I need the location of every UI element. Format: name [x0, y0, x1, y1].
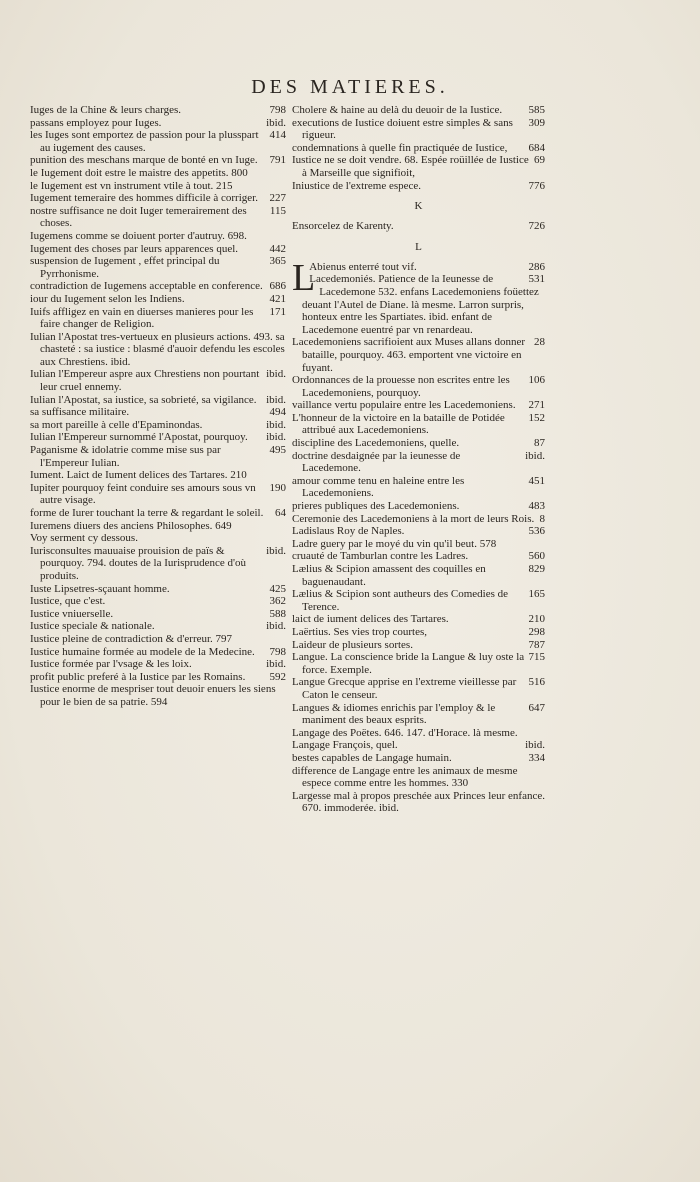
entry-text: Paganisme & idolatrie comme mise sus par l'Empereur Iulian. — [30, 444, 221, 469]
page-ref: 362 — [269, 595, 286, 608]
entry-text: profit public preferé à la Iustice par les Romains. — [30, 670, 246, 683]
index-entry — [30, 167, 286, 180]
entry-text: Iustice, que c'est. — [30, 595, 106, 608]
page-ref: 495 — [269, 444, 286, 457]
entry-text: Langage des Poëtes. 646. 147. d'Horace. là mesme. — [292, 726, 518, 739]
page-ref: 152 — [528, 411, 545, 424]
entry-text: nostre suffisance ne doit Iuger temerairement des choses. — [30, 204, 247, 230]
entry-text: Iugement temeraire des hommes difficile à corriger. — [30, 192, 258, 205]
entry-text: Iulian l'Empereur surnommé l'Apostat, pourquoy. — [30, 431, 248, 444]
entry-text: Largesse mal à propos preschée aux Princes leur enfance. 670. immoderée. ibid. — [292, 789, 545, 815]
entry-text: Ceremonie des Lacedemoniens à la mort de leurs Rois. — [292, 512, 535, 525]
entry-text: le Iugement est vn instrument vtile à tout. 215 — [30, 179, 233, 192]
entry-text: Iulian l'Apostat tres-vertueux en plusieurs actions. 493. sa chasteté : sa iustice : blasmé d'auoir defendu les escoles aux Chrestiens. ibid. — [30, 330, 285, 368]
page-ref: 298 — [528, 625, 545, 638]
entry-text: cruauté de Tamburlan contre les Ladres. — [292, 550, 469, 563]
index-entry — [30, 230, 286, 243]
entry-text: sa suffisance militaire. — [30, 406, 130, 419]
index-entry — [292, 273, 545, 336]
page-ref: 64 — [275, 507, 286, 519]
entry-text: Lælius & Scipion amassent des coquilles en baguenaudant. — [292, 563, 486, 588]
index-entry — [30, 545, 286, 583]
index-entry — [292, 336, 545, 374]
entry-text: Iustice speciale & nationale. — [30, 620, 155, 633]
page-ref: ibid. — [266, 431, 286, 444]
page-ref: ibid. — [266, 620, 286, 633]
page-ref: 365 — [269, 255, 286, 268]
page-ref: 271 — [528, 399, 545, 412]
entry-text: discipline des Lacedemoniens, quelle. — [292, 437, 460, 450]
index-entry — [30, 633, 286, 646]
page-ref: 106 — [528, 374, 545, 387]
page-ref: 115 — [269, 204, 286, 217]
entry-text: iour du Iugement selon les Indiens. — [30, 292, 185, 305]
entry-text: amour comme tenu en haleine entre les Lacedemoniens. — [292, 474, 465, 500]
page-ref: 210 — [528, 613, 545, 626]
index-entry — [292, 374, 545, 399]
entry-text: Voy serment cy dessous. — [30, 532, 138, 545]
index-entry — [292, 450, 545, 475]
page-ref: 684 — [528, 141, 545, 154]
index-entry — [30, 507, 286, 520]
index-entry — [30, 205, 286, 230]
page-ref: ibid. — [525, 449, 545, 462]
page-ref: ibid. — [525, 739, 545, 752]
entry-text: Iuremens diuers des anciens Philosophes. 649 — [30, 519, 232, 532]
index-entry — [30, 180, 286, 193]
index-entry — [292, 752, 545, 765]
page-ref: 585 — [528, 104, 545, 116]
entry-text: Abienus enterré tout vif. — [309, 260, 417, 273]
entry-text: contradiction de Iugemens acceptable en conference. — [30, 280, 263, 293]
entry-text: laict de iument delices des Tartares. — [292, 613, 449, 626]
page-ref: 451 — [528, 474, 545, 487]
index-entry — [30, 482, 286, 507]
page-ref: 334 — [528, 751, 545, 764]
index-entry — [292, 475, 545, 500]
page-ref: 798 — [269, 645, 286, 658]
page-ref: 87 — [534, 437, 545, 450]
page-ref: 686 — [269, 280, 286, 293]
page-ref: 286 — [528, 260, 545, 273]
index-column-right — [292, 104, 545, 815]
page-ref: 516 — [528, 676, 545, 689]
index-entry — [30, 646, 286, 659]
page-ref: 647 — [528, 701, 545, 714]
entry-text: Iustice enorme de mespriser tout deuoir enuers les siens pour le bien de sa patrie. 594 — [30, 683, 276, 708]
index-entry — [292, 142, 545, 155]
entry-text: executions de Iustice doiuent estre simples & sans rigueur. — [292, 116, 513, 142]
page-ref: 227 — [269, 192, 286, 205]
index-entry — [30, 243, 286, 256]
index-entry — [30, 331, 286, 369]
entry-text: Iustice ne se doit vendre. 68. Espée roüillée de Iustice à Marseille que signifioit, — [292, 154, 529, 179]
index-entry — [30, 117, 286, 130]
index-entry — [292, 154, 545, 179]
index-entry — [30, 255, 286, 280]
page-ref: 592 — [269, 670, 286, 683]
page-ref: 791 — [269, 154, 286, 167]
entry-text: Lacedemoniés. Patience de la Ieunesse de Lacedemone 532. enfans Lacedemoniens foüettez deuant l'Autel de Diane. là mesme. Larron surpris, honteux entre les Spartiates. ibid. enfant de Lacedemone euentré par vn renardeau. — [302, 273, 539, 336]
index-entry — [30, 520, 286, 533]
entry-text: Iustice pleine de contradiction & d'erreur. 797 — [30, 632, 233, 645]
entry-text: condemnations à quelle fin practiquée de Iustice, — [292, 141, 508, 154]
page-ref: ibid. — [266, 418, 286, 431]
entry-text: les Iuges sont emportez de passion pour la plusspart au iugement des causes. — [30, 129, 259, 154]
entry-text: Lacedemoniens sacrifioient aux Muses allans donner bataille, pourquoy. 463. emportent vne victoire en fuyant. — [292, 336, 526, 374]
index-entry — [292, 790, 545, 815]
page-ref: 69 — [534, 154, 545, 167]
index-entry — [292, 639, 545, 652]
index-entry — [30, 658, 286, 671]
entry-text: Iurisconsultes mauuaise prouision de païs & pourquoy. 794. doutes de la Iurisprudence d'où produits. — [30, 544, 246, 582]
index-entry — [292, 220, 545, 233]
index-entry — [30, 129, 286, 154]
index-entry — [292, 613, 545, 626]
page-ref: 483 — [528, 500, 545, 513]
index-entry — [30, 595, 286, 608]
page-ref: 309 — [528, 116, 545, 129]
index-entry — [30, 431, 286, 444]
index-entry — [30, 104, 286, 117]
page-ref: ibid. — [266, 544, 286, 557]
entry-text: Cholere & haine au delà du deuoir de la Iustice. — [292, 104, 503, 116]
entry-text: L'honneur de la victoire en la bataille de Potidée attribué aux Lacedemoniens. — [292, 411, 505, 437]
entry-text: Iustice formée par l'vsage & les loix. — [30, 658, 192, 671]
entry-text: Lælius & Scipion sont autheurs des Comedies de Terence. — [292, 588, 509, 613]
index-entry — [292, 180, 545, 193]
entry-text: punition des meschans marque de bonté en vn Iuge. — [30, 154, 258, 167]
page-ref: 726 — [528, 220, 545, 233]
page-ref: 776 — [528, 179, 545, 192]
page-ref: 787 — [528, 638, 545, 651]
index-entry — [292, 412, 545, 437]
entry-text: Langue. La conscience bride la Langue & luy oste la force. Exemple. — [292, 651, 525, 676]
index-entry — [30, 444, 286, 469]
index-entry — [292, 765, 545, 790]
index-entry — [292, 538, 545, 551]
index-entry — [292, 739, 545, 752]
drop-cap: L — [292, 256, 316, 299]
index-entry — [30, 583, 286, 596]
page-ref: 829 — [528, 563, 545, 575]
page-ref: 798 — [269, 104, 286, 116]
entry-text: Iulian l'Apostat, sa iustice, sa sobrieté, sa vigilance. — [30, 393, 257, 406]
index-entry — [292, 676, 545, 701]
page-ref: ibid. — [266, 116, 286, 129]
index-entry — [292, 437, 545, 450]
entry-text: Iuste Lipsetres-sçauant homme. — [30, 582, 170, 595]
section-letter-l: L — [415, 240, 422, 253]
index-entry — [30, 406, 286, 419]
index-entry — [30, 683, 286, 708]
entry-text: le Iugement doit estre le maistre des appetits. 800 — [30, 166, 248, 179]
page-ref: 494 — [269, 406, 286, 419]
index-entry — [30, 469, 286, 482]
page-ref: 442 — [269, 242, 286, 255]
index-entry — [30, 532, 286, 545]
index-entry — [30, 608, 286, 621]
page-ref: ibid. — [266, 368, 286, 381]
index-entry — [30, 394, 286, 407]
page-ref: 421 — [269, 292, 286, 305]
entry-text: Iustice humaine formée au modele de la Medecine. — [30, 645, 255, 658]
index-entry — [292, 399, 545, 412]
index-entry — [30, 306, 286, 331]
page-ref: 414 — [269, 129, 286, 142]
entry-text: bestes capables de Langage humain. — [292, 751, 452, 764]
entry-text: Iugemens comme se doiuent porter d'autruy. 698. — [30, 229, 247, 242]
index-entry — [292, 117, 545, 142]
index-entry — [292, 500, 545, 513]
entry-text: Ladislaus Roy de Naples. — [292, 525, 405, 538]
entry-text: Laërtius. Ses vies trop courtes, — [292, 625, 428, 638]
entry-text: prieres publiques des Lacedemoniens. — [292, 500, 460, 513]
section-letter-k: K — [414, 200, 423, 213]
index-entry — [30, 293, 286, 306]
page-title: DES MATIERES. — [251, 76, 449, 98]
page-ref: 8 — [539, 512, 545, 525]
entry-text: Langage François, quel. — [292, 739, 398, 752]
index-entry — [292, 550, 545, 563]
entry-text: Ensorcelez de Karenty. — [292, 220, 394, 233]
index-entry — [30, 192, 286, 205]
entry-text: sa mort pareille à celle d'Epaminondas. — [30, 418, 203, 431]
entry-text: doctrine desdaignée par la ieunesse de Lacedemone. — [292, 449, 461, 475]
page-ref: 588 — [269, 607, 286, 620]
page-ref: ibid. — [266, 658, 286, 671]
index-entry — [292, 727, 545, 740]
page-ref: ibid. — [266, 393, 286, 406]
entry-text: passans employez pour Iuges. — [30, 116, 162, 129]
entry-text: Iustice vniuerselle. — [30, 607, 114, 620]
entry-text: Iulian l'Empereur aspre aux Chrestiens non pourtant leur cruel ennemy. — [30, 368, 260, 394]
index-entry — [292, 513, 545, 526]
index-entry — [292, 626, 545, 639]
page-ref: 560 — [528, 550, 545, 563]
entry-text: forme de Iurer touchant la terre & regardant le soleil. — [30, 507, 264, 519]
page-ref: 190 — [269, 481, 286, 494]
entry-text: Ladre guery par le moyé du vin qu'il beut. 578 — [292, 537, 497, 550]
entry-text: Iuges de la Chine & leurs charges. — [30, 104, 182, 116]
index-entry — [30, 620, 286, 633]
page-ref: 715 — [528, 651, 545, 664]
entry-text: Iupiter pourquoy feint conduire ses amours sous vn autre visage. — [30, 481, 256, 507]
entry-text: Iuifs affligez en vain en diuerses manieres pour les faire changer de Religion. — [30, 305, 254, 331]
entry-text: Iugement des choses par leurs apparences quel. — [30, 242, 239, 255]
entry-text: Iument. Laict de Iument delices des Tartares. 210 — [30, 469, 247, 482]
entry-text: suspension de Iugement , effet principal du Pyrrhonisme. — [30, 255, 220, 280]
index-entry — [292, 702, 545, 727]
entry-text: difference de Langage entre les animaux de mesme espece comme entre les hommes. 330 — [292, 764, 518, 790]
index-entry — [30, 368, 286, 393]
index-entry — [30, 280, 286, 293]
entry-text: vaillance vertu populaire entre les Lacedemoniens. — [292, 399, 516, 412]
index-entry — [292, 651, 545, 676]
index-entry — [30, 154, 286, 167]
index-entry — [292, 588, 545, 613]
index-entry — [292, 104, 545, 117]
page-ref: 531 — [528, 273, 545, 286]
page-ref: 28 — [534, 336, 545, 349]
page-ref: 171 — [269, 305, 286, 318]
index-entry — [292, 525, 545, 538]
index-entry — [30, 671, 286, 684]
entry-text: Langue Grecque apprise en l'extreme vieillesse par Caton le censeur. — [292, 676, 517, 701]
entry-text: Ordonnances de la prouesse non escrites entre les Lacedemoniens, pourquoy. — [292, 374, 510, 399]
entry-text: Laideur de plusieurs sortes. — [292, 638, 413, 651]
page-ref: 165 — [528, 588, 545, 601]
page-ref: 425 — [269, 582, 286, 595]
entry-text: Iniustice de l'extreme espece. — [292, 179, 422, 192]
entry-text: Langues & idiomes enrichis par l'employ & le maniment des beaux esprits. — [292, 701, 496, 727]
index-entry — [292, 563, 545, 588]
index-column-left — [30, 104, 286, 709]
index-entry — [30, 419, 286, 432]
page-ref: 536 — [528, 525, 545, 538]
